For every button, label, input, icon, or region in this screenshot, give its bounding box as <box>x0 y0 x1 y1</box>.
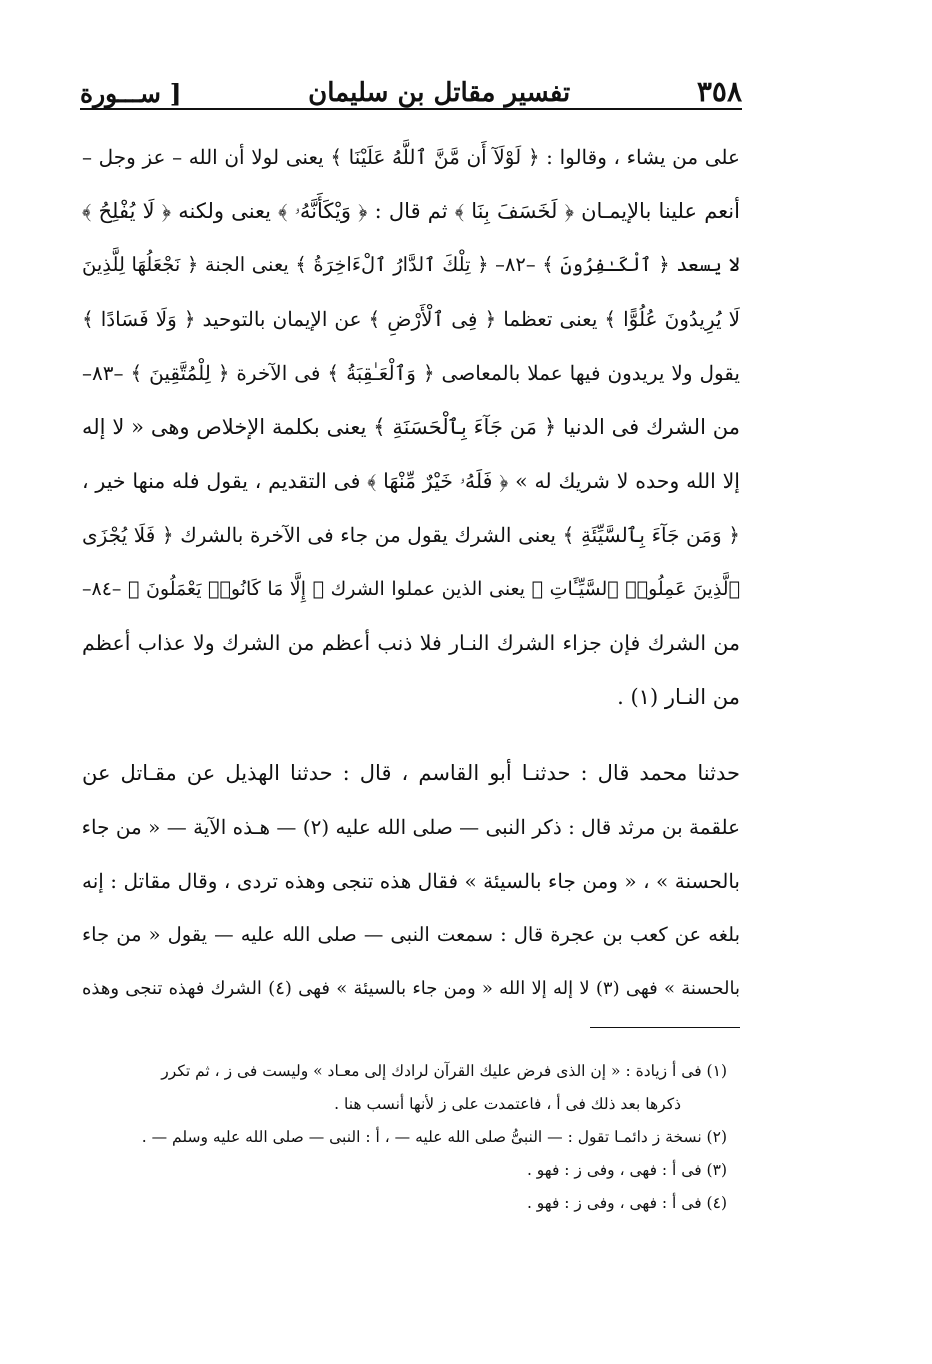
footnote-2: (٢) نسخة ز دائمـا تقول : — النبىُّ صلى الله عليه — ، أ : النبى — صلى الله عليه وسلم — . <box>141 1128 727 1146</box>
text-line: من النـار (١) . <box>617 685 740 709</box>
text-line: من الشرك فى الدنيا ﴿ مَن جَآءَ بِٱلْحَسَنَةِ ﴾ يعنى بكلمة الإخلاص وهى « لا إله <box>82 415 740 439</box>
text-line: علقمة بن مرثد قال : ذكر النبى — صلى الله عليه (٢) — هـذه الآية — « من جاء <box>82 815 740 839</box>
text-line: بلغه عن كعب بن عجرة قال : سمعت النبى — صلى الله عليه — يقول « من جاء <box>82 923 740 946</box>
paragraph-1 <box>82 130 740 724</box>
text-line: بالحسنة » فهى (٣) لا إله إلا الله « ومن جاء بالسيئة » فهى (٤) الشرك فهذه تنجى وهذه <box>82 978 740 999</box>
footnote-4: (٤) فى أ : فهى ، وفى ز : فهو . <box>526 1194 727 1212</box>
footnote-1-continuation: ذكرها بعد ذلك فى أ ، فاعتمدت على ز لأنها أنسب هنا . <box>334 1095 681 1113</box>
footnotes <box>82 1055 727 1220</box>
text-line: بالحسنة » ، « ومن جاء بالسيئة » فقال هذه تنجى وهذه تردى ، وقال مقاتل : إنه <box>82 869 740 893</box>
text-line: من الشرك فإن جزاء الشرك النـار فلا ذنب أعظم من الشرك ولا عذاب أعظم <box>82 631 740 655</box>
text-line: يقول ولا يريدون فيها عملا بالمعاصى ﴿ وَٱلْعَـٰقِبَةُ ﴾ فى الآخرة ﴿ لِلْمُتَّقِينَ ﴾ –٨٣– <box>82 361 740 385</box>
page-number: ٣٥٨ <box>696 75 742 108</box>
text-line: ٱلَّذِينَ عَمِلُوا۟ ٱلسَّيِّـَٔاتِ ﴾ يعنى الذين عملوا الشرك ﴿ إِلَّا مَا كَانُوا۟ يَعْمَلُونَ ﴾ –٨٤– <box>82 578 740 600</box>
sura-label: [ ســـورة <box>80 79 182 108</box>
text-line: حدثنا محمد قال : حدثنـا أبو القاسم ، قال : حدثنا الهذيل عن مقـاتل عن <box>82 761 740 785</box>
footnote-3: (٣) فى أ : فهى ، وفى ز : فهو . <box>526 1161 727 1179</box>
footnote-1: (١) فى أ زيادة : « إن الذى فرض عليك القرآن لرادك إلى معـاد » وليست فى ز ، ثم تكرر <box>161 1062 727 1080</box>
footnote-rule <box>590 1027 740 1028</box>
text-line: أنعم علينا بالإيمـان ﴿ لَخَسَفَ بِنَا ﴾ ثم قال : ﴿ وَيْكَأَنَّهُۥ ﴾ يعنى ولكنه ﴿ لَا يُفْلِحُ ﴾ <box>82 199 740 223</box>
running-title: تفسير مقاتل بن سليمان <box>308 78 571 108</box>
header-rule <box>80 108 742 110</box>
main-text <box>82 130 740 1016</box>
text-line: لا يسعد ﴿ ٱلْكَـٰفِرُونَ ﴾ –٨٢– ﴿ تِلْكَ ٱلدَّارُ ٱلْءَاخِرَةُ ﴾ يعنى الجنة ﴿ نَجْعَلُهَا لِلَّذِينَ <box>82 253 740 276</box>
text-line: لَا يُرِيدُونَ عُلُوًّا ﴾ يعنى تعظما ﴿ فِى ٱلْأَرْضِ ﴾ عن الإيمان بالتوحيد ﴿ وَلَا فَسَادًا ﴾ <box>82 307 740 331</box>
page-header <box>80 58 742 108</box>
text-line: ﴿ وَمَن جَآءَ بِٱلسَّيِّئَةِ ﴾ يعنى الشرك يقول من جاء فى الآخرة بالشرك ﴿ فَلَا يُجْزَى <box>82 523 740 547</box>
text-line: على من يشاء ، وقالوا : ﴿ لَوْلَآ أَن مَّنَّ ٱللَّهُ عَلَيْنَا ﴾ يعنى لولا أن الله – عز وجل – <box>82 145 740 169</box>
paragraph-2 <box>82 746 740 1016</box>
text-line: إلا الله وحده لا شريك له » ﴿ فَلَهُۥ خَيْرٌ مِّنْهَا ﴾ فى التقديم ، يقول فله منها خير ، <box>82 469 740 493</box>
